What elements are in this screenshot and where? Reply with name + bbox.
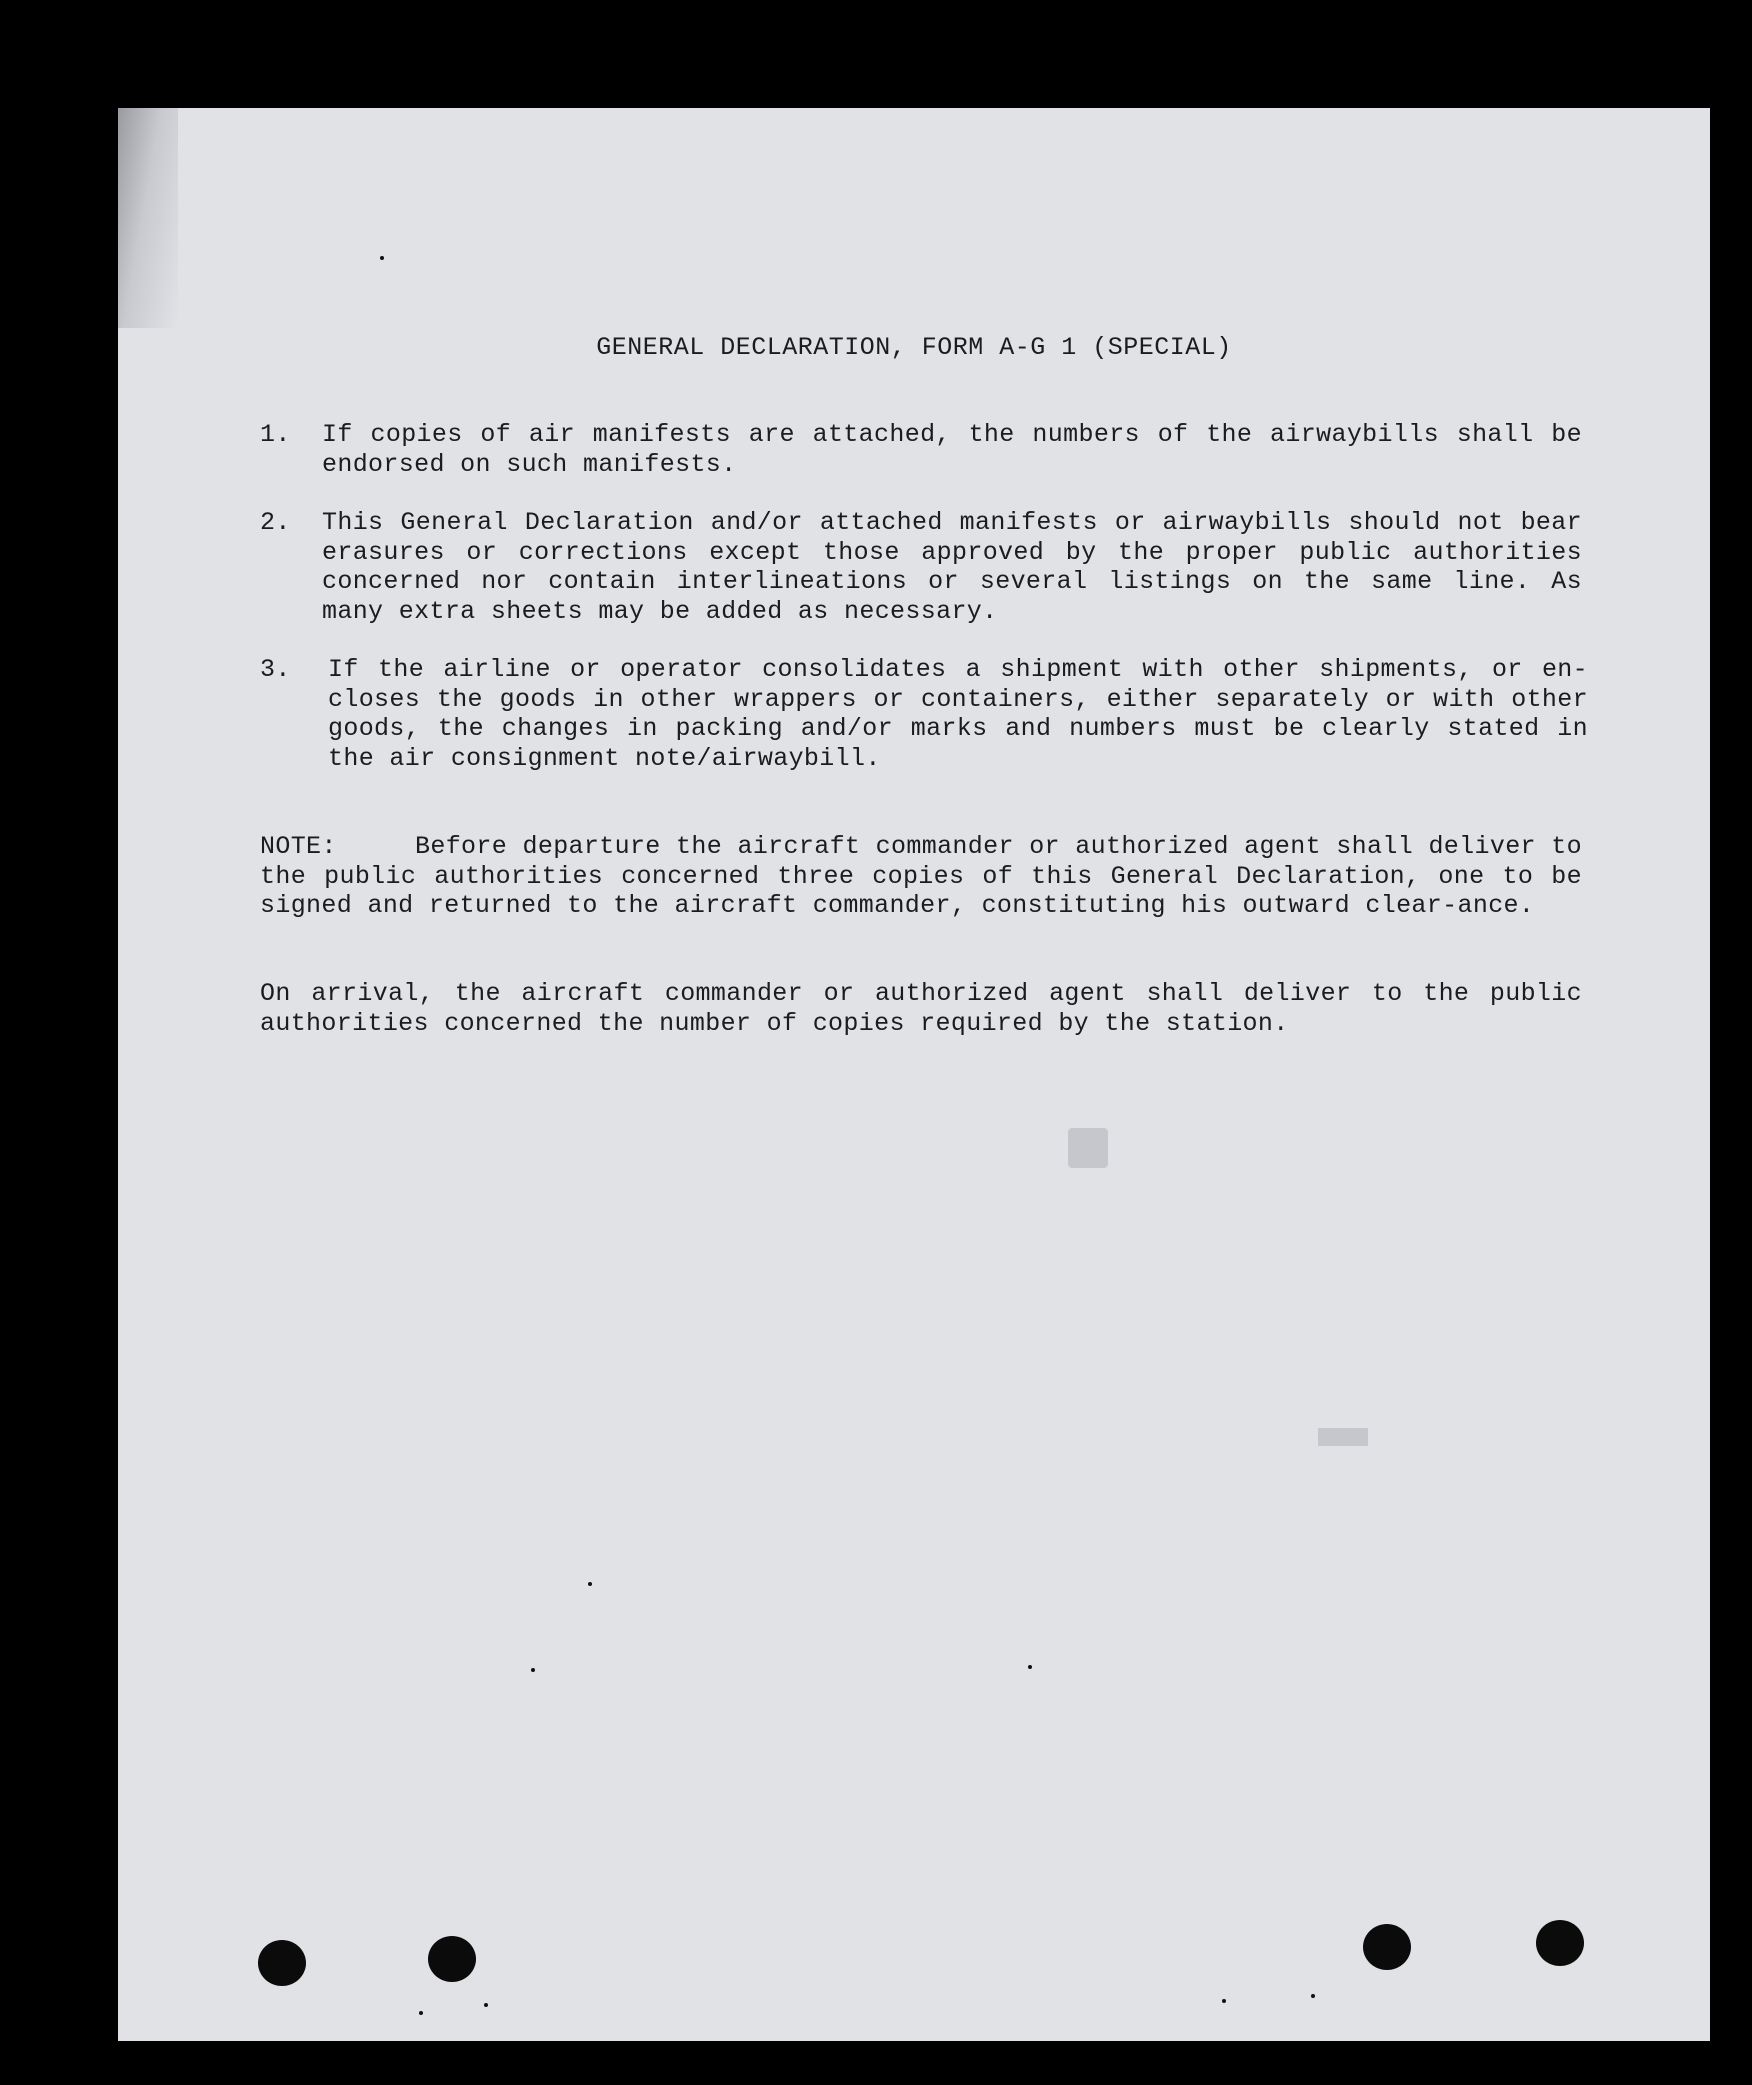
page-fold-shadow bbox=[118, 108, 178, 328]
scan-smudge bbox=[1068, 1128, 1108, 1168]
document-page bbox=[118, 108, 1710, 2041]
scan-speck bbox=[1311, 1994, 1315, 1998]
note-label: NOTE: bbox=[260, 832, 337, 861]
item-number: 3. bbox=[260, 655, 291, 684]
punch-hole bbox=[1536, 1920, 1584, 1966]
scan-speck bbox=[484, 2003, 488, 2007]
scan-speck bbox=[1222, 1999, 1226, 2003]
document-title: GENERAL DECLARATION, FORM A-G 1 (SPECIAL) bbox=[596, 333, 1232, 362]
punch-hole bbox=[428, 1936, 476, 1982]
item-text: This General Declaration and/or attached manifests or airwaybills should not bear erasures or corrections except those approved by the proper public authorities concerned nor contain interlineations or several listings on the same line. As many extra sheets may be added as necessary. bbox=[322, 508, 1582, 626]
scan-smudge bbox=[1318, 1428, 1368, 1446]
note-text: Before departure the aircraft commander or authorized agent shall deliver to the public authorities concerned three copies of this General Declaration, one to be signed and returned to the aircraft commander, constituting his outward clear-ance. bbox=[260, 832, 1582, 920]
punch-hole bbox=[258, 1940, 306, 1986]
arrival-paragraph: On arrival, the aircraft commander or authorized agent shall deliver to the public authorities concerned the number of copies required by the station. bbox=[260, 979, 1582, 1038]
item-text: If the airline or operator consolidates a shipment with other shipments, or en-closes the goods in other wrappers or containers, either separately or with other goods, the changes in packing and/or marks and numbers must be clearly stated in the air consignment note/airwaybill. bbox=[328, 655, 1588, 773]
scan-speck bbox=[380, 256, 384, 260]
scan-speck bbox=[1028, 1665, 1032, 1669]
scan-speck bbox=[531, 1668, 535, 1672]
note-paragraph bbox=[260, 832, 1582, 921]
item-number: 1. bbox=[260, 420, 291, 449]
item-number: 2. bbox=[260, 508, 291, 537]
scan-speck bbox=[588, 1582, 592, 1586]
punch-hole bbox=[1363, 1924, 1411, 1970]
item-text: If copies of air manifests are attached, the numbers of the airwaybills shall be endorsed on such manifests. bbox=[322, 420, 1582, 479]
scan-speck bbox=[419, 2011, 423, 2015]
